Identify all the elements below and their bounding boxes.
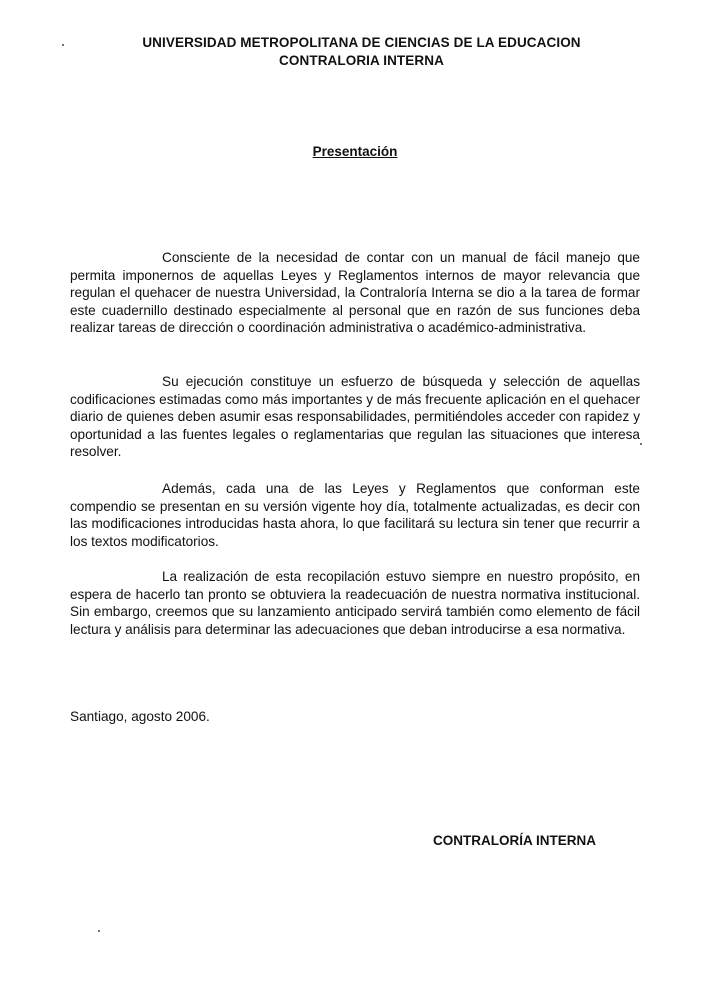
paragraph-4: La realización de esta recopilación estuvo siempre en nuestro propósito, en espera de hacerlo tan pronto se obtuviera la readecuación de nuestra normativa institucional. Sin embargo, creemos que su lanzamiento anticipado servirá también como elemento de fácil lectura y análisis para determinar las adecuaciones que deban introducirse a esa normativa.: [70, 569, 640, 637]
scan-speck: [640, 443, 642, 445]
scan-speck: [62, 44, 64, 46]
scan-speck: [98, 930, 100, 932]
department-name: CONTRALORIA INTERNA: [279, 53, 444, 68]
signature-block: CONTRALORÍA INTERNA: [433, 833, 596, 848]
institution-name: UNIVERSIDAD METROPOLITANA DE CIENCIAS DE LA EDUCACION: [142, 35, 581, 50]
paragraph-1: Consciente de la necesidad de contar con un manual de fácil manejo que permita imponernos de aquellas Leyes y Reglamentos internos de mayor relevancia que regulan el quehacer de nuestra Universidad, la Contraloría Interna se dio a la tarea de formar este cuadernillo destinado especialmente al personal que en razón de sus funciones deba realizar tareas de dirección o coordinación administrativa o académico-administrativa.: [70, 250, 640, 336]
document-title: Presentación: [312, 144, 398, 159]
place-and-date: Santiago, agosto 2006.: [70, 709, 210, 724]
paragraph-3: Además, cada una de las Leyes y Reglamentos que conforman este compendio se presentan en su versión vigente hoy día, totalmente actualizadas, es decir con las modificaciones introducidas hasta ahora, lo que facilitará su lectura sin tener que recurrir a los textos modificatorios.: [70, 481, 640, 549]
paragraph-2: Su ejecución constituye un esfuerzo de búsqueda y selección de aquellas codificaciones estimadas como más importantes y de más frecuente aplicación en el quehacer diario de quienes deben asumir esas responsabilidades, permitiéndoles acceder con rapidez y oportunidad a las fuentes legales o reglamentarias que regulan las situaciones que interesa resolver.: [70, 374, 640, 460]
